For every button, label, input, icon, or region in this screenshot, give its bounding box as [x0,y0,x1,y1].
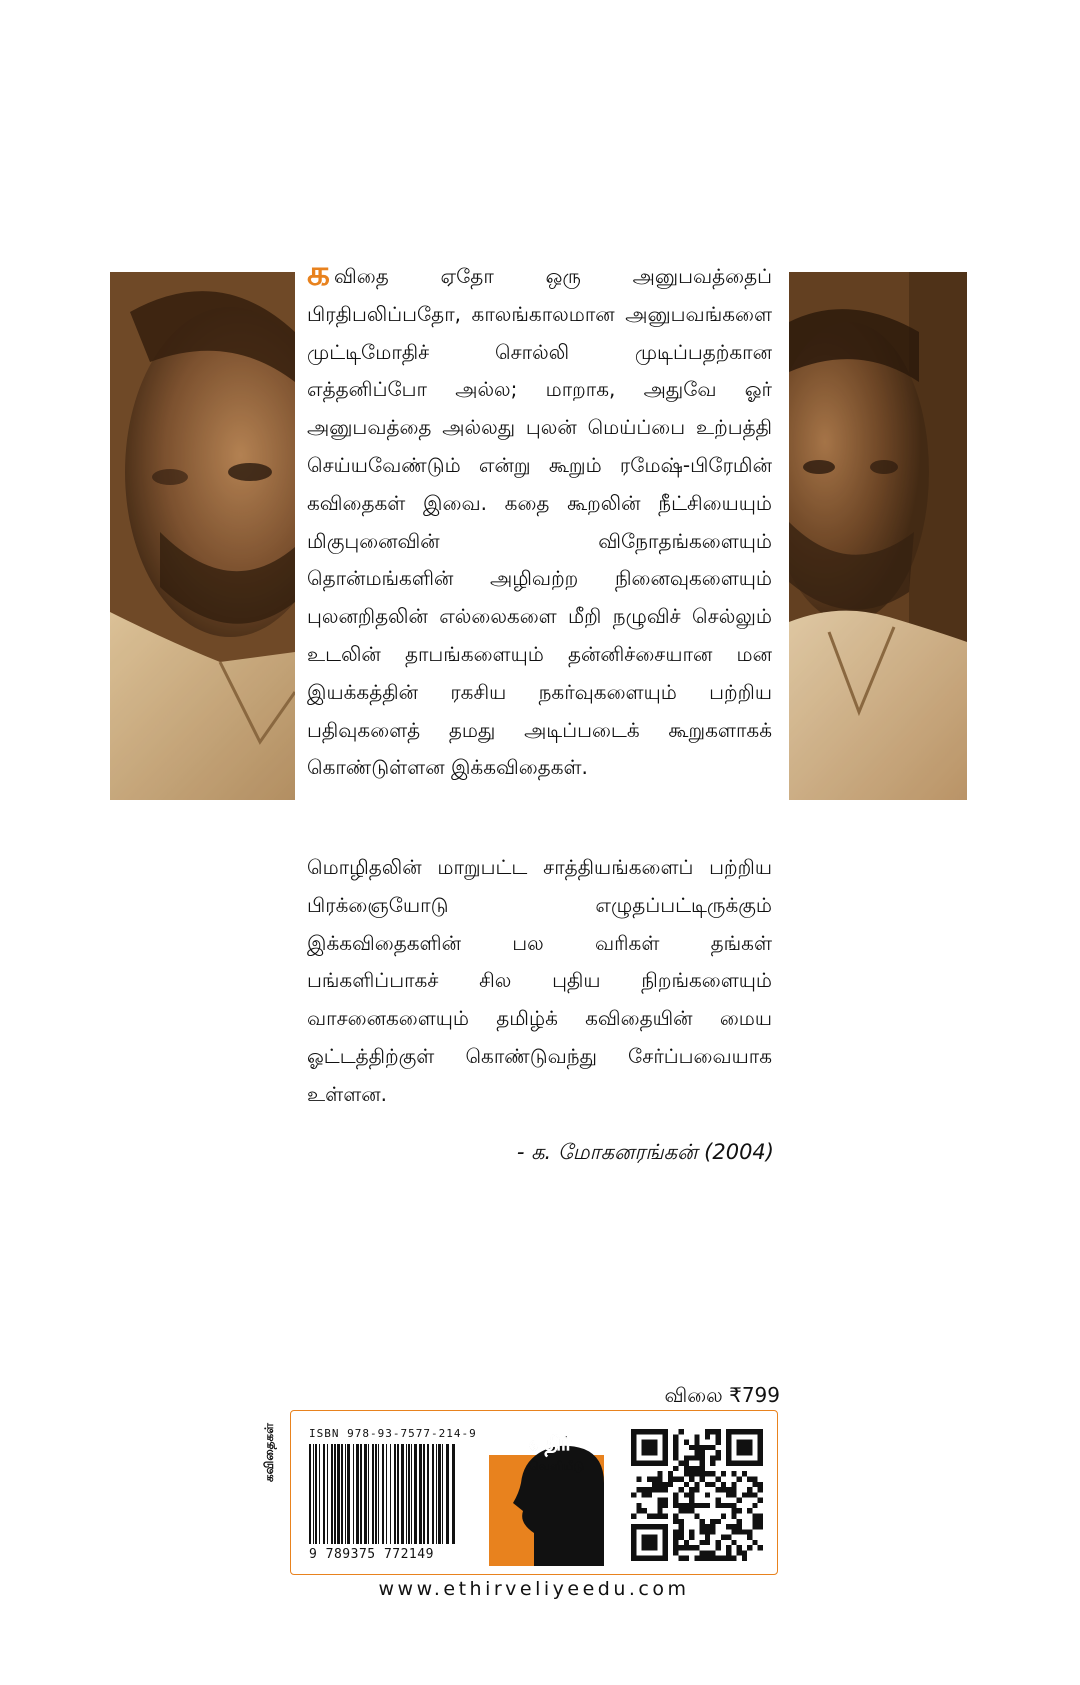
qr-module [631,1513,636,1518]
isbn-label: ISBN 978-93-7577-214-9 [309,1427,477,1440]
qr-module [747,1477,752,1482]
qr-module [657,1482,662,1487]
qr-module [705,1556,710,1561]
qr-module [657,1503,662,1508]
qr-module [700,1466,705,1471]
qr-module [747,1508,752,1513]
qr-module [636,1503,641,1508]
qr-module [694,1482,699,1487]
barcode-bar [334,1444,336,1544]
qr-module [737,1440,753,1456]
qr-module [679,1545,684,1550]
qr-module [710,1461,715,1466]
qr-module [715,1519,720,1524]
qr-module [715,1540,720,1545]
qr-module [663,1482,668,1487]
qr-module [705,1535,710,1540]
qr-module [700,1471,705,1476]
qr-module [684,1508,689,1513]
qr-module [700,1550,705,1555]
drop-cap: க [307,253,331,294]
qr-module [694,1445,699,1450]
qr-module [694,1434,699,1439]
qr-module [721,1487,726,1492]
qr-module [705,1529,710,1534]
qr-module [647,1487,652,1492]
author-photo-left [110,272,295,800]
qr-module [710,1550,715,1555]
portrait-left-graphic [110,272,295,800]
qr-module [710,1445,715,1450]
qr-module [694,1440,699,1445]
qr-module [679,1461,684,1466]
qr-module [742,1471,747,1476]
price-label: விலை ₹799 [664,1383,780,1407]
qr-module [758,1498,763,1503]
qr-module [673,1550,678,1555]
qr-module [673,1440,678,1445]
qr-module [694,1466,699,1471]
qr-module [663,1513,668,1518]
qr-module [684,1556,689,1561]
qr-module [679,1535,684,1540]
barcode-bar [360,1444,362,1544]
qr-module [689,1529,694,1534]
qr-module [742,1556,747,1561]
qr-module [705,1503,710,1508]
qr-module [689,1487,694,1492]
qr-module [758,1519,763,1524]
qr-module [710,1471,715,1476]
qr-module [679,1556,684,1561]
qr-module [679,1524,684,1529]
qr-module [737,1529,742,1534]
qr-module [657,1513,662,1518]
barcode-bar [375,1444,377,1544]
qr-module [689,1477,694,1482]
qr-module [715,1556,720,1561]
qr-module [705,1445,710,1450]
barcode-bar [432,1444,434,1544]
qr-module [642,1535,658,1551]
qr-module [731,1540,736,1545]
qr-module [657,1471,662,1476]
qr-module [726,1503,731,1508]
qr-module [752,1482,757,1487]
qr-module [752,1513,757,1518]
qr-module [726,1487,731,1492]
qr-module [715,1434,720,1439]
qr-module [673,1450,678,1455]
qr-module [647,1477,652,1482]
qr-module [673,1466,678,1471]
qr-module [710,1455,715,1460]
barcode-bar [411,1444,412,1544]
barcode-bar [372,1444,374,1544]
publisher-logo-name: எதிர் [529,1431,572,1455]
portrait-right-graphic [789,272,967,800]
qr-module [694,1450,699,1455]
qr-module [737,1477,742,1482]
qr-module [684,1461,689,1466]
qr-module [705,1550,710,1555]
barcode-bar [423,1444,425,1544]
publisher-logo-sub: வெளியீடு [529,1459,585,1473]
qr-module [668,1477,673,1482]
qr-module [700,1455,705,1460]
qr-module [694,1455,699,1460]
qr-module [647,1513,652,1518]
qr-module [689,1498,694,1503]
qr-module [731,1487,736,1492]
barcode-bar [331,1444,333,1544]
barcode-bar [414,1444,417,1544]
qr-module [689,1503,694,1508]
qr-module [721,1482,726,1487]
qr-module [700,1503,705,1508]
barcode-bar [356,1444,359,1544]
qr-module [663,1503,668,1508]
author-photo-right [789,272,967,800]
qr-module [747,1535,752,1540]
qr-module [679,1429,684,1434]
qr-module [684,1440,689,1445]
blurb-paragraph-2: மொழிதலின் மாறுபட்ட சாத்தியங்களைப் பற்றிய பிரக்ஞையோடு எழுதப்பட்டிருக்கும் இக்கவிதைகளின் பல வரிகள் தங்கள் பங்களிப்பாகச் சில புதிய நிறங்களையும் வாசனைகளையும் தமிழ்க் கவிதையின் மைய ஓட்டத்திற்குள் கொண்டுவந்து சேர்ப்பவையாக உள்ளன. [307,855,772,1106]
qr-module [673,1445,678,1450]
barcode-bar [394,1444,396,1544]
qr-module [657,1508,662,1513]
qr-module [731,1503,736,1508]
qr-module [657,1498,662,1503]
qr-module [721,1503,726,1508]
qr-module [747,1529,752,1534]
qr-module [689,1455,694,1460]
qr-module [742,1529,747,1534]
qr-module [684,1503,689,1508]
qr-module [684,1466,689,1471]
qr-module [721,1535,726,1540]
qr-module [652,1487,657,1492]
qr-module [668,1471,673,1476]
qr-module [710,1556,715,1561]
barcode-bar [353,1444,354,1544]
barcode-bar [419,1444,422,1544]
qr-module [684,1545,689,1550]
qr-module [642,1487,647,1492]
qr-module [726,1550,731,1555]
isbn-publisher-box [290,1410,778,1575]
qr-module [679,1477,684,1482]
attribution: - க. மோகனரங்கன் (2004) [516,1140,774,1164]
barcode-bar [386,1444,387,1544]
qr-module [673,1540,678,1545]
qr-module [705,1471,710,1476]
qr-module [652,1513,657,1518]
barcode-bar [323,1444,325,1544]
qr-module [731,1482,736,1487]
barcode-bar [438,1444,441,1544]
qr-module [700,1519,705,1524]
barcode-bar [368,1444,369,1544]
qr-module [737,1519,742,1524]
qr-module [731,1524,736,1529]
qr-module [689,1545,694,1550]
qr-module [715,1440,720,1445]
qr-module [673,1535,678,1540]
qr-module [700,1450,705,1455]
qr-module [737,1550,742,1555]
qr-module [673,1492,678,1497]
barcode-bar [364,1444,367,1544]
qr-module [737,1524,742,1529]
qr-module [731,1556,736,1561]
qr-module [673,1434,678,1439]
qr-module [684,1482,689,1487]
barcode-bar [408,1444,410,1544]
barcode-bar [345,1444,346,1544]
barcode-bar [452,1444,455,1544]
qr-module [673,1477,678,1482]
qr-module [715,1487,720,1492]
qr-module [636,1508,641,1513]
qr-module [758,1482,763,1487]
qr-module [663,1498,668,1503]
barcode-bar [442,1444,443,1544]
qr-module [715,1450,720,1455]
qr-module [647,1492,652,1497]
qr-module [726,1524,731,1529]
qr-module [631,1492,636,1497]
qr-module [684,1455,689,1460]
blurb-paragraph-1 [307,253,772,787]
qr-module [742,1550,747,1555]
qr-module [700,1540,705,1545]
qr-module [652,1477,657,1482]
qr-module [694,1503,699,1508]
qr-module [742,1492,747,1497]
qr-module [752,1492,757,1497]
qr-module [715,1498,720,1503]
qr-module [673,1503,678,1508]
qr-module [752,1503,757,1508]
qr-module [679,1487,684,1492]
qr-module [737,1498,742,1503]
qr-module [679,1508,684,1513]
qr-module [721,1513,726,1518]
qr-module [747,1492,752,1497]
barcode-bar [397,1444,399,1544]
publisher-website: www.ethirveliyeedu.com [378,1578,690,1600]
barcode-digits: 9 789375 772149 [309,1547,434,1562]
qr-module [689,1466,694,1471]
qr-module [673,1513,678,1518]
qr-module [758,1545,763,1550]
qr-module [689,1445,694,1450]
qr-module [684,1492,689,1497]
barcode-bar [401,1444,404,1544]
qr-module [694,1487,699,1492]
qr-module [694,1471,699,1476]
qr-module [636,1477,641,1482]
barcode-bar [341,1444,343,1544]
qr-module [657,1487,662,1492]
qr-module [689,1492,694,1497]
qr-code [631,1429,763,1561]
qr-module [758,1513,763,1518]
barcode-bar [309,1444,311,1544]
qr-module [694,1556,699,1561]
barcode-bar [378,1444,379,1544]
qr-module [636,1487,641,1492]
qr-module [673,1545,678,1550]
qr-module [705,1429,710,1434]
qr-module [715,1477,720,1482]
qr-module [731,1492,736,1497]
qr-module [715,1503,720,1508]
qr-module [700,1529,705,1534]
barcode [309,1444,457,1544]
qr-module [700,1524,705,1529]
blurb-paragraph-1-text: விதை ஏதோ ஒரு அனுபவத்தைப் பிரதிபலிப்பதோ, காலங்காலமான அனுபவங்களை முட்டிமோதிச் சொல்லி முடிப்பதற்கான எத்தனிப்போ அல்ல; மாறாக, அதுவே ஓர் அனுபவத்தை அல்லது புலன் மெய்ப்பை உற்பத்தி செய்யவேண்டும் என்று கூறும் ரமேஷ்-பிரேமின் கவிதைகள் இவை. கதை கூறலின் நீட்சியையும் மிகுபுனைவின் விநோதங்களையும் தொன்மங்களின் அழிவற்ற நினைவுகளையும் புலனறிதலின் எல்லைகளை மீறி நழுவிச் செல்லும் உடலின் தாபங்களையும் தன்னிச்சையான மன இயக்கத்தின் ரகசிய நகர்வுகளையும் பற்றிய பதிவுகளைத் தமது அடிப்படைக் கூறுகளாகக் கொண்டுள்ளன இக்கவிதைகள். [307,264,772,780]
qr-module [700,1461,705,1466]
qr-module [642,1492,647,1497]
qr-module [679,1519,684,1524]
qr-module [726,1545,731,1550]
barcode-bar [319,1444,320,1544]
qr-module [726,1492,731,1497]
qr-module [689,1508,694,1513]
qr-module [752,1477,757,1482]
qr-module [737,1508,742,1513]
qr-module [726,1556,731,1561]
qr-module [731,1471,736,1476]
qr-module [694,1545,699,1550]
barcode-bar [327,1444,328,1544]
qr-module [710,1524,715,1529]
qr-module [700,1556,705,1561]
qr-module [663,1487,668,1492]
qr-module [726,1535,731,1540]
barcode-bar [315,1444,317,1544]
qr-module [758,1487,763,1492]
barcode-bar [390,1444,391,1544]
qr-module [700,1445,705,1450]
qr-module [673,1529,678,1534]
qr-module [747,1545,752,1550]
barcode-bar [406,1444,407,1544]
qr-module [689,1471,694,1476]
barcode-bar [313,1444,314,1544]
qr-module [747,1487,752,1492]
qr-module [679,1529,684,1534]
qr-module [673,1498,678,1503]
qr-module [710,1529,715,1534]
qr-module [657,1477,662,1482]
qr-module [710,1482,715,1487]
barcode-bar [427,1444,429,1544]
qr-module [673,1455,678,1460]
qr-module [684,1540,689,1545]
qr-module [673,1519,678,1524]
spine-genre-label: கவிதைகள் [262,1422,276,1482]
qr-module [752,1540,757,1545]
qr-module [705,1540,710,1545]
qr-module [694,1513,699,1518]
qr-module [752,1524,757,1529]
qr-module [715,1545,720,1550]
qr-module [710,1429,715,1434]
qr-module [705,1492,710,1497]
qr-module [679,1503,684,1508]
qr-module [642,1508,647,1513]
qr-module [684,1471,689,1476]
qr-module [668,1482,673,1487]
qr-module [689,1535,694,1540]
qr-module [652,1482,657,1487]
qr-module [731,1508,736,1513]
qr-module [758,1524,763,1529]
qr-module [705,1482,710,1487]
qr-module [700,1477,705,1482]
qr-module [721,1556,726,1561]
barcode-bar [446,1444,449,1544]
barcode-bar [347,1444,350,1544]
qr-module [705,1524,710,1529]
qr-module [737,1545,742,1550]
qr-module [721,1471,726,1476]
qr-module [642,1440,658,1456]
qr-module [752,1519,757,1524]
qr-module [715,1455,720,1460]
qr-module [715,1429,720,1434]
barcode-bar [382,1444,384,1544]
qr-module [731,1529,736,1534]
barcode-bar [436,1444,437,1544]
qr-module [705,1434,710,1439]
qr-module [710,1519,715,1524]
qr-module [731,1513,736,1518]
barcode-bar [337,1444,340,1544]
